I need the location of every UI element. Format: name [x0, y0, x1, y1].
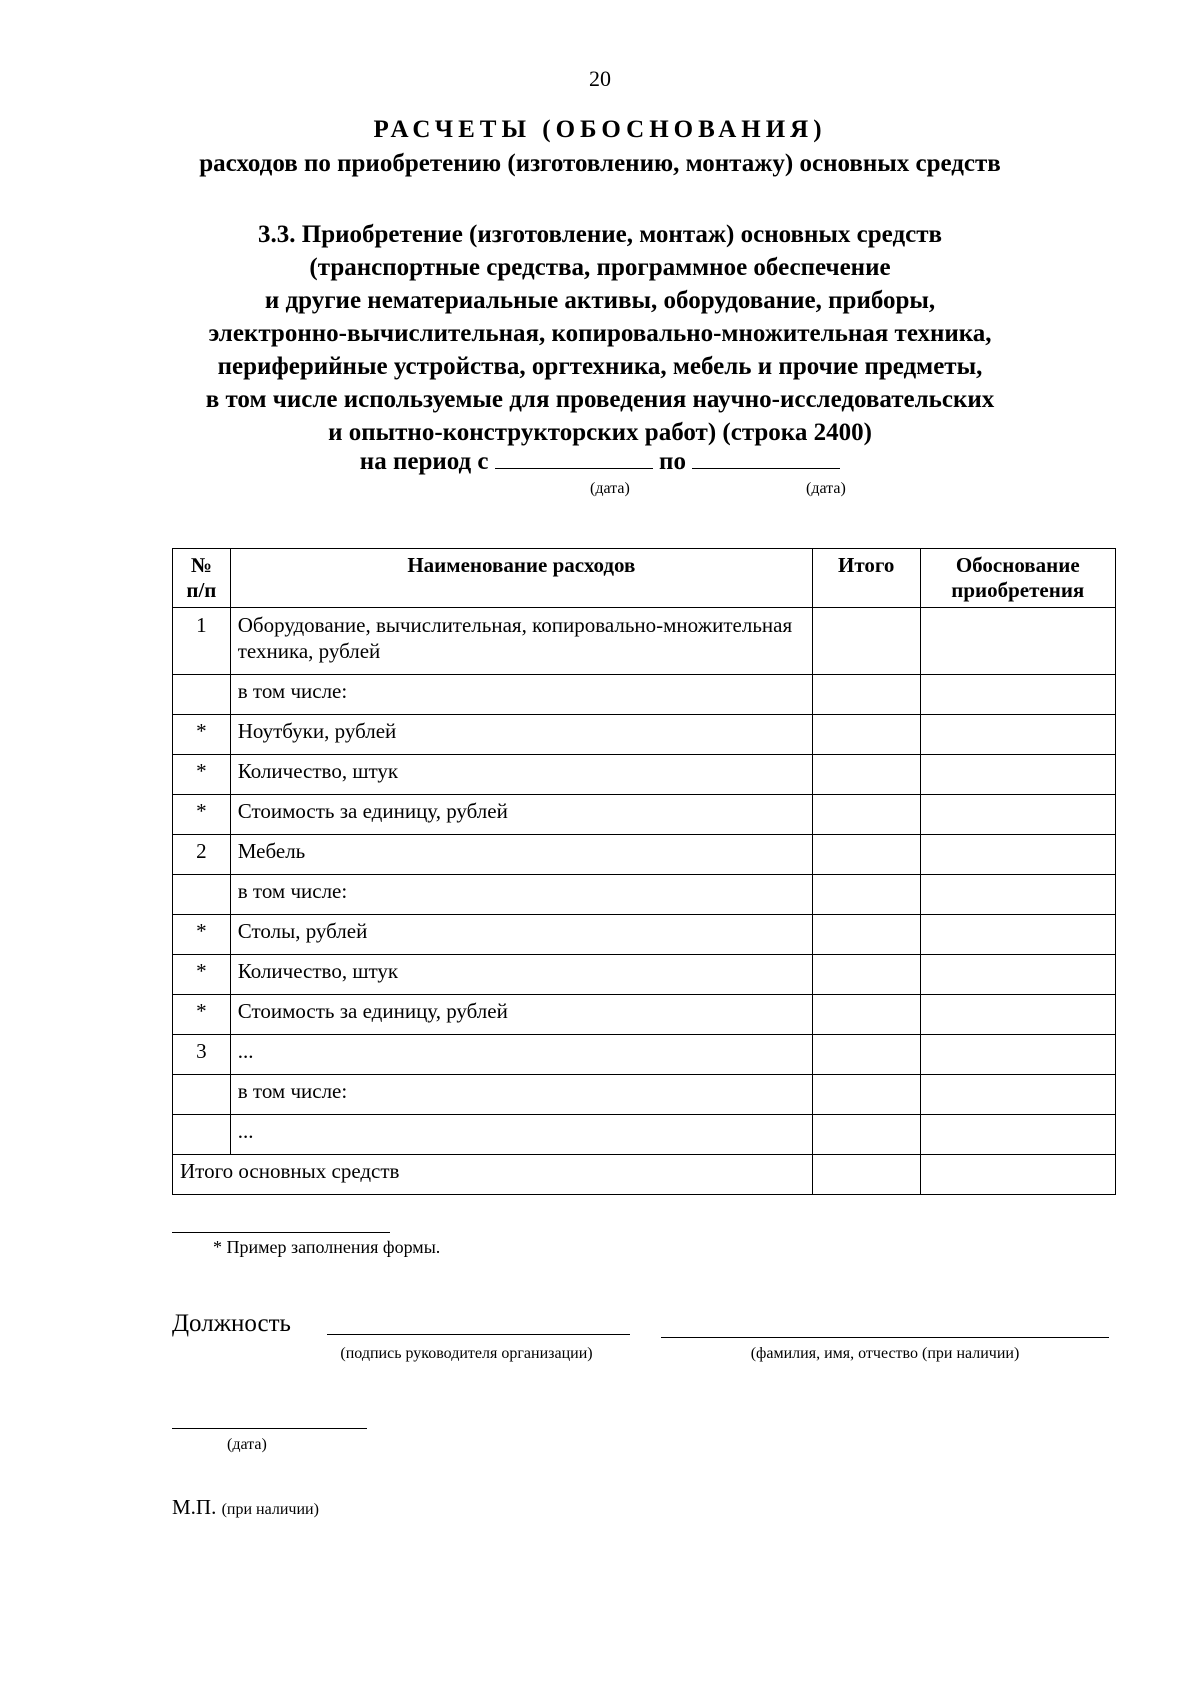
period-prefix: на период с: [359, 448, 489, 475]
row-total-cell[interactable]: [812, 1035, 920, 1075]
period-start-caption: (дата): [590, 480, 630, 497]
row-justification-cell[interactable]: [920, 835, 1115, 875]
row-total-cell[interactable]: [812, 608, 920, 675]
stamp-label: [172, 1495, 319, 1520]
full-name-caption: (фамилия, имя, отчество (при наличии): [750, 1345, 1020, 1362]
row-total-cell[interactable]: [812, 1075, 920, 1115]
table-total-row: [173, 1155, 1116, 1195]
section-heading-line: в том числе используемые для проведения научно-исследовательских: [205, 386, 995, 413]
row-justification-cell[interactable]: [920, 715, 1115, 755]
row-total-cell[interactable]: [812, 795, 920, 835]
section-heading-line: и опытно-конструкторских работ) (строка 2400): [328, 419, 872, 446]
row-name: ...: [230, 1115, 812, 1155]
row-total-cell[interactable]: [812, 715, 920, 755]
header-total: Итого: [812, 549, 920, 608]
row-name: Количество, штук: [230, 955, 812, 995]
header-justification: Обоснование приобретения: [920, 549, 1115, 608]
row-num: [173, 1115, 231, 1155]
row-name: ...: [230, 1035, 812, 1075]
header-name: Наименование расходов: [230, 549, 812, 608]
row-justification-cell[interactable]: [920, 755, 1115, 795]
row-num: *: [173, 915, 231, 955]
table-row: [173, 675, 1116, 715]
table-row: [173, 1035, 1116, 1075]
row-justification-cell[interactable]: [920, 915, 1115, 955]
row-name: в том числе:: [230, 675, 812, 715]
row-justification-cell[interactable]: [920, 875, 1115, 915]
row-total-cell[interactable]: [812, 835, 920, 875]
row-total-cell[interactable]: [812, 755, 920, 795]
row-name: Ноутбуки, рублей: [230, 715, 812, 755]
row-justification-cell[interactable]: [920, 1075, 1115, 1115]
section-heading-line: 3.3. Приобретение (изготовление, монтаж) основных средств: [258, 221, 942, 248]
document-subtitle: расходов по приобретению (изготовлению, монтажу) основных средств: [199, 150, 1001, 177]
position-label: Должность: [172, 1310, 291, 1337]
row-num: *: [173, 995, 231, 1035]
row-name: в том числе:: [230, 875, 812, 915]
row-justification-cell[interactable]: [920, 955, 1115, 995]
period-mid: по: [659, 448, 686, 475]
row-justification-cell[interactable]: [920, 795, 1115, 835]
table-row: [173, 1075, 1116, 1115]
table-row: [173, 755, 1116, 795]
stamp-note: (при наличии): [221, 1501, 319, 1518]
row-total-cell[interactable]: [812, 995, 920, 1035]
row-num: 3: [173, 1035, 231, 1075]
expenses-table: [172, 548, 1116, 1195]
section-heading-line: периферийные устройства, оргтехника, мебель и прочие предметы,: [217, 353, 983, 380]
row-justification-cell[interactable]: [920, 995, 1115, 1035]
total-row-justification-cell[interactable]: [920, 1155, 1115, 1195]
row-justification-cell[interactable]: [920, 1115, 1115, 1155]
table-row: [173, 715, 1116, 755]
row-total-cell[interactable]: [812, 915, 920, 955]
period-end-field[interactable]: [692, 448, 840, 469]
section-heading-line: электронно-вычислительная, копировально-множительная техника,: [208, 320, 992, 347]
row-num: [173, 675, 231, 715]
row-num: *: [173, 955, 231, 995]
row-num: 1: [173, 608, 231, 675]
section-heading-line: (транспортные средства, программное обеспечение: [309, 254, 891, 281]
row-num: [173, 875, 231, 915]
period-start-field[interactable]: [495, 448, 653, 469]
row-num: *: [173, 755, 231, 795]
row-name: Стоимость за единицу, рублей: [230, 995, 812, 1035]
row-num: *: [173, 715, 231, 755]
header-num: № п/п: [173, 549, 231, 608]
document-title: РАСЧЕТЫ (ОБОСНОВАНИЯ): [373, 116, 827, 143]
table-row: [173, 915, 1116, 955]
section-heading-line: и другие нематериальные активы, оборудование, приборы,: [264, 287, 936, 314]
row-name: Стоимость за единицу, рублей: [230, 795, 812, 835]
stamp-abbrev: М.П.: [172, 1495, 217, 1519]
page-number: 20: [589, 66, 611, 91]
row-num: [173, 1075, 231, 1115]
full-name-field[interactable]: [661, 1337, 1109, 1338]
row-name: в том числе:: [230, 1075, 812, 1115]
row-justification-cell[interactable]: [920, 675, 1115, 715]
footnote: * Пример заполнения формы.: [213, 1237, 441, 1257]
row-name: Оборудование, вычислительная, копировально-множительная техника, рублей: [230, 608, 812, 675]
footnote-divider: [172, 1232, 390, 1233]
row-num: *: [173, 795, 231, 835]
table-row: [173, 608, 1116, 675]
row-name: Мебель: [230, 835, 812, 875]
row-name: Столы, рублей: [230, 915, 812, 955]
total-row-total-cell[interactable]: [812, 1155, 920, 1195]
row-justification-cell[interactable]: [920, 608, 1115, 675]
section-heading: [0, 218, 1200, 449]
row-justification-cell[interactable]: [920, 1035, 1115, 1075]
table-row: [173, 875, 1116, 915]
table-header-row: [173, 549, 1116, 608]
signature-field[interactable]: [327, 1334, 630, 1335]
table-row: [173, 835, 1116, 875]
signature-date-field[interactable]: [172, 1428, 367, 1429]
row-total-cell[interactable]: [812, 955, 920, 995]
table-row: [173, 955, 1116, 995]
row-total-cell[interactable]: [812, 675, 920, 715]
table-row: [173, 995, 1116, 1035]
signature-date-caption: (дата): [227, 1436, 267, 1453]
total-row-label: Итого основных средств: [173, 1155, 813, 1195]
period-line: [0, 448, 1200, 476]
table-row: [173, 1115, 1116, 1155]
row-total-cell[interactable]: [812, 875, 920, 915]
period-end-caption: (дата): [806, 480, 846, 497]
row-num: 2: [173, 835, 231, 875]
row-name: Количество, штук: [230, 755, 812, 795]
row-total-cell[interactable]: [812, 1115, 920, 1155]
signature-caption: (подпись руководителя организации): [340, 1345, 593, 1362]
table-row: [173, 795, 1116, 835]
